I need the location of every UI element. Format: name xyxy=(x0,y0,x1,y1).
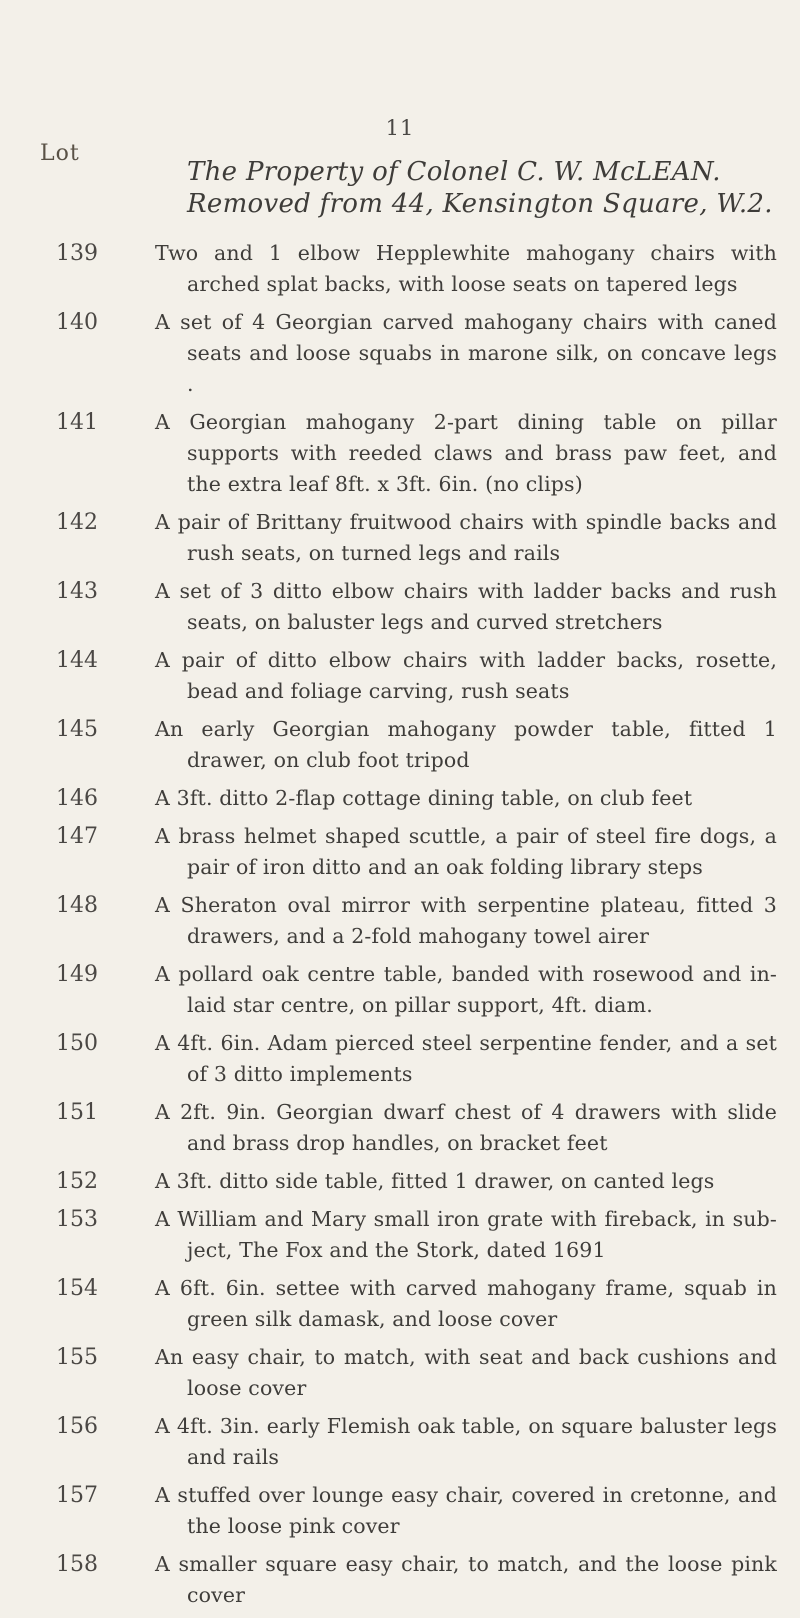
lot-entry xyxy=(0,1342,800,1404)
lot-description: A 4ft. 3in. early Flemish oak table, on square baluster legs and rails xyxy=(155,1414,777,1469)
lot-entry xyxy=(0,1480,800,1542)
page-number: 11 xyxy=(385,116,415,140)
lot-description: A 3ft. ditto side table, fitted 1 drawer, on canted legs xyxy=(155,1169,715,1193)
lot-entry xyxy=(0,1549,800,1611)
property-subheading: Removed from 44, Kensington Square, W.2. xyxy=(187,189,773,219)
lot-number: 139 xyxy=(56,241,98,266)
lot-entry xyxy=(0,1273,800,1335)
lot-number: 152 xyxy=(56,1169,98,1194)
lot-column-header: Lot xyxy=(40,141,80,166)
lot-entry xyxy=(0,714,800,776)
lot-entry xyxy=(0,783,800,814)
lot-description: A 2ft. 9in. Georgian dwarf chest of 4 drawers with slide and brass drop handles, on bracket feet xyxy=(155,1100,777,1155)
lot-description: An early Georgian mahogany powder table, fitted 1 drawer, on club foot tripod xyxy=(155,717,777,772)
lot-list xyxy=(0,238,800,1618)
lot-number: 140 xyxy=(56,310,98,335)
lot-number: 147 xyxy=(56,824,98,849)
lot-entry xyxy=(0,1204,800,1266)
lot-number: 155 xyxy=(56,1345,98,1370)
lot-description: Two and 1 elbow Hepplewhite mahogany chairs with arched splat backs, with loose seats on tapered legs xyxy=(155,241,777,296)
lot-description: A 4ft. 6in. Adam pierced steel serpentine fender, and a set of 3 ditto implements xyxy=(155,1031,777,1086)
lot-entry xyxy=(0,576,800,638)
lot-entry xyxy=(0,1411,800,1473)
lot-number: 156 xyxy=(56,1414,98,1439)
lot-entry xyxy=(0,307,800,400)
lot-description: An easy chair, to match, with seat and back cushions and loose cover xyxy=(155,1345,777,1400)
lot-description: A set of 4 Georgian carved mahogany chairs with caned seats and loose squabs in marone silk, on concave legs . xyxy=(155,310,777,396)
lot-number: 145 xyxy=(56,717,98,742)
lot-description: A Georgian mahogany 2-part dining table on pillar supports with reeded claws and brass paw feet, and the extra leaf 8ft. x 3ft. 6in. (no clips) xyxy=(155,410,777,496)
lot-description: A pair of ditto elbow chairs with ladder backs, rosette, bead and foliage carving, rush seats xyxy=(155,648,777,703)
lot-entry xyxy=(0,1028,800,1090)
lot-description: A brass helmet shaped scuttle, a pair of steel fire dogs, a pair of iron ditto and an oak folding library steps xyxy=(155,824,777,879)
lot-entry xyxy=(0,1166,800,1197)
lot-entry xyxy=(0,821,800,883)
lot-number: 153 xyxy=(56,1207,98,1232)
lot-description: A 6ft. 6in. settee with carved mahogany frame, squab in green silk damask, and loose cover xyxy=(155,1276,777,1331)
lot-description: A smaller square easy chair, to match, and the loose pink cover xyxy=(155,1552,777,1607)
lot-description: A pollard oak centre table, banded with rosewood and in-laid star centre, on pillar support, 4ft. diam. xyxy=(155,962,777,1017)
lot-description: A William and Mary small iron grate with fireback, in sub-ject, The Fox and the Stork, dated 1691 xyxy=(155,1207,777,1262)
lot-entry xyxy=(0,1097,800,1159)
lot-description: A 3ft. ditto 2-flap cottage dining table, on club feet xyxy=(155,786,693,810)
lot-number: 142 xyxy=(56,510,98,535)
lot-entry xyxy=(0,645,800,707)
lot-number: 154 xyxy=(56,1276,98,1301)
lot-entry xyxy=(0,959,800,1021)
lot-number: 144 xyxy=(56,648,98,673)
lot-number: 149 xyxy=(56,962,98,987)
lot-number: 157 xyxy=(56,1483,98,1508)
lot-entry xyxy=(0,407,800,500)
lot-number: 151 xyxy=(56,1100,98,1125)
lot-entry xyxy=(0,238,800,300)
lot-description: A Sheraton oval mirror with serpentine plateau, fitted 3 drawers, and a 2-fold mahogany towel airer xyxy=(155,893,777,948)
lot-entry xyxy=(0,507,800,569)
property-heading: The Property of Colonel C. W. McLEAN. xyxy=(187,157,721,187)
lot-number: 143 xyxy=(56,579,98,604)
lot-entry xyxy=(0,890,800,952)
lot-number: 146 xyxy=(56,786,98,811)
lot-number: 141 xyxy=(56,410,98,435)
lot-description: A stuffed over lounge easy chair, covered in cretonne, and the loose pink cover xyxy=(155,1483,777,1538)
lot-description: A pair of Brittany fruitwood chairs with spindle backs and rush seats, on turned legs and rails xyxy=(155,510,777,565)
lot-number: 150 xyxy=(56,1031,98,1056)
lot-number: 158 xyxy=(56,1552,98,1577)
lot-number: 148 xyxy=(56,893,98,918)
lot-description: A set of 3 ditto elbow chairs with ladder backs and rush seats, on baluster legs and curved stretchers xyxy=(155,579,777,634)
